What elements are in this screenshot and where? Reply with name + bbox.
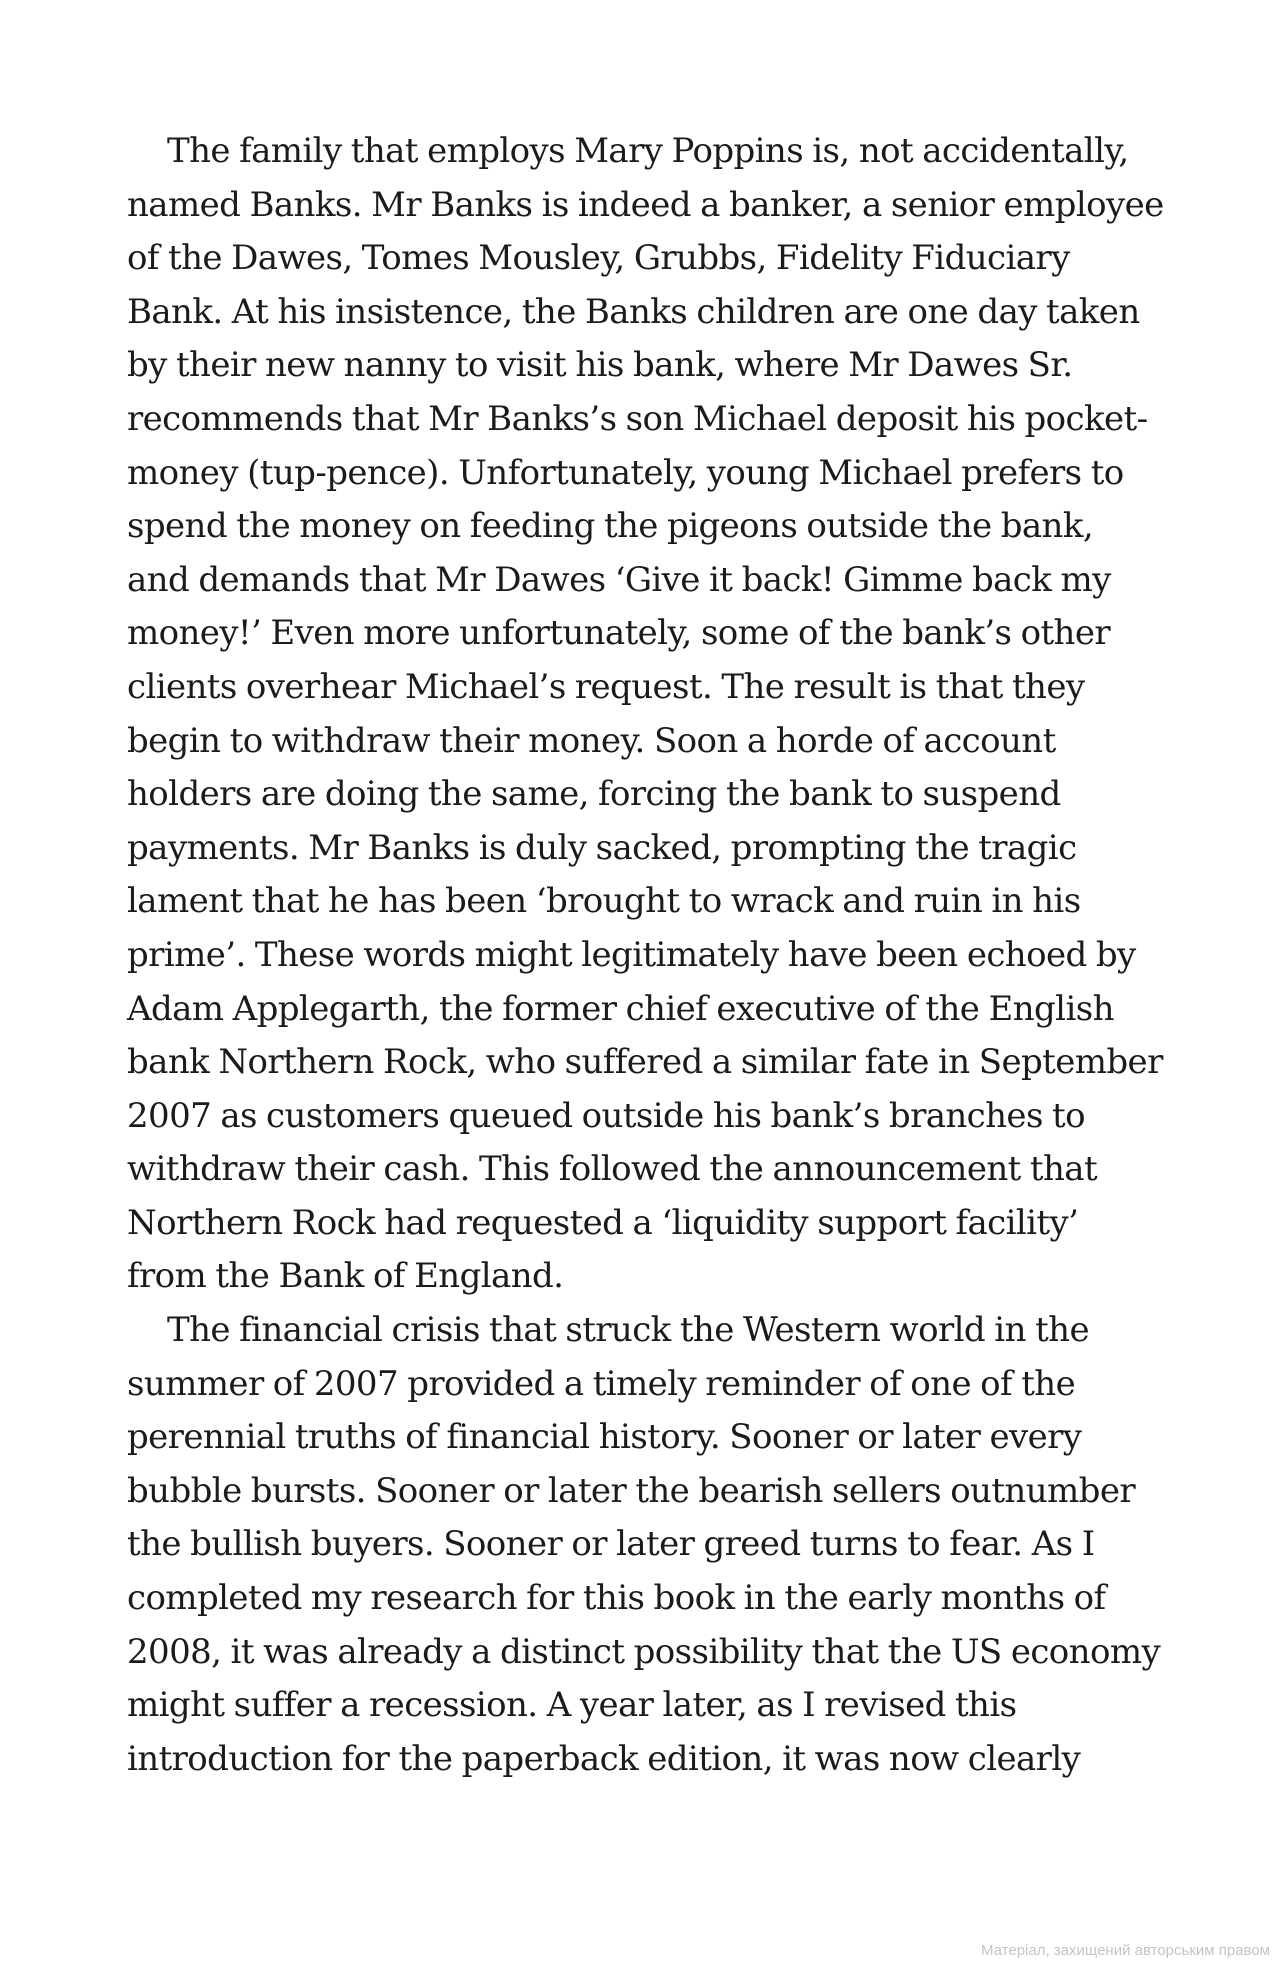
text-line: Adam Applegarth, the former chief executive of the English (127, 988, 1114, 1029)
text-line: payments. Mr Banks is duly sacked, prompting the tragic (127, 827, 1077, 868)
text-line: spend the money on feeding the pigeons outside the bank, (127, 506, 1094, 547)
text-line: perennial truths of financial history. Sooner or later every (127, 1417, 1082, 1458)
copyright-watermark: Матеріал, захищений авторським правом (980, 1942, 1270, 1959)
text-line: money!’ Even more unfortunately, some of the bank’s other (127, 613, 1110, 654)
text-line: money (tup-pence). Unfortunately, young Michael prefers to (127, 452, 1124, 493)
text-line: of the Dawes, Tomes Mousley, Grubbs, Fidelity Fiduciary (127, 238, 1070, 279)
text-line: 2008, it was already a distinct possibility that the US economy (127, 1631, 1161, 1672)
text-line: bubble bursts. Sooner or later the bearish sellers outnumber (127, 1470, 1135, 1511)
text-line: withdraw their cash. This followed the announcement that (127, 1149, 1098, 1190)
text-line: by their new nanny to visit his bank, where Mr Dawes Sr. (127, 345, 1073, 386)
paragraph-1 (127, 125, 1164, 1304)
text-line: completed my research for this book in the early months of (127, 1578, 1106, 1619)
text-line: 2007 as customers queued outside his bank’s branches to (127, 1095, 1085, 1136)
paragraph-2 (127, 1304, 1161, 1786)
text-line: bank Northern Rock, who suffered a similar fate in September (127, 1042, 1163, 1083)
text-line: The family that employs Mary Poppins is, not accidentally, (167, 131, 1129, 171)
text-line: clients overhear Michael’s request. The result is that they (127, 666, 1085, 707)
text-line: introduction for the paperback edition, it was now clearly (127, 1738, 1081, 1779)
text-line: Northern Rock had requested a ‘liquidity support facility’ (127, 1202, 1079, 1243)
text-line: and demands that Mr Dawes ‘Give it back! Gimme back my (127, 559, 1111, 600)
text-line: holders are doing the same, forcing the bank to suspend (127, 774, 1061, 815)
document-page (127, 125, 1164, 1786)
text-line: Bank. At his insistence, the Banks children are one day taken (127, 291, 1140, 332)
text-line: lament that he has been ‘brought to wrack and ruin in his (127, 881, 1081, 922)
text-line: from the Bank of England. (127, 1256, 564, 1297)
text-line: the bullish buyers. Sooner or later greed turns to fear. As I (127, 1524, 1095, 1565)
text-line: might suffer a recession. A year later, as I revised this (127, 1685, 1017, 1726)
text-line: The financial crisis that struck the Western world in the (167, 1310, 1089, 1351)
text-line: prime’. These words might legitimately have been echoed by (127, 934, 1136, 975)
text-line: named Banks. Mr Banks is indeed a banker, a senior employee (127, 184, 1164, 225)
text-line: summer of 2007 provided a timely reminder of one of the (127, 1363, 1076, 1404)
text-line: recommends that Mr Banks’s son Michael deposit his pocket- (127, 398, 1148, 439)
text-line: begin to withdraw their money. Soon a horde of account (127, 720, 1056, 761)
